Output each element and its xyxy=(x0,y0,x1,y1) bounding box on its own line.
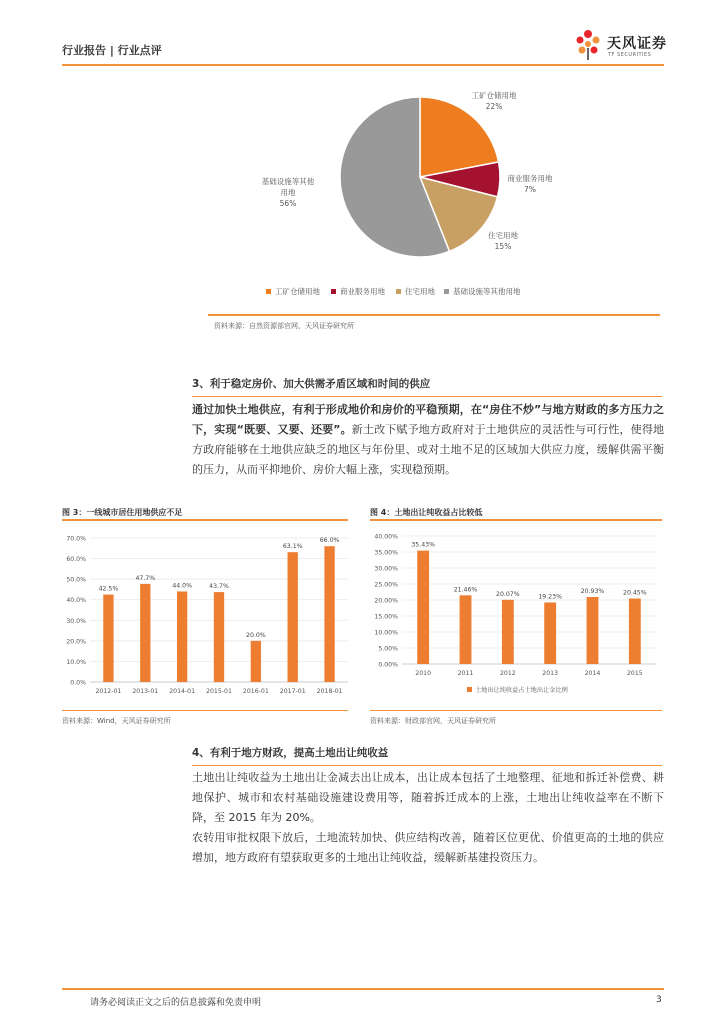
pie-callout-2-0: 住宅用地 xyxy=(488,231,518,240)
fig3-xtick-6: 2018-01 xyxy=(316,688,343,695)
fig4-legend-label: 土地出让纯收益占土地出让金比例 xyxy=(475,687,568,694)
pie-divider xyxy=(208,314,660,316)
land-use-pie-chart xyxy=(208,72,660,304)
fig3-data-label-2: 44.0% xyxy=(172,582,192,590)
fig3-bar-3 xyxy=(214,592,224,682)
pie-callout-3-1: 用地 xyxy=(280,188,296,197)
fig4-ytick-4: 20.00% xyxy=(374,597,398,605)
section3-bold-lead: 通过加快土地供应，有利于形成地价和房价的平稳预期，在“房住不炒”与地方财政的多方压力之下，实现“既要、又要、还要”。 xyxy=(192,403,664,436)
report-category: 行业报告 | 行业点评 xyxy=(62,44,162,57)
pie-callout-3-2: 56% xyxy=(279,199,297,208)
fig4-ytick-2: 10.00% xyxy=(374,629,398,637)
section3-divider xyxy=(192,396,662,397)
figure4-divider xyxy=(370,519,662,521)
logo-name: 天风证券 xyxy=(607,36,667,52)
pie-legend-swatch-0 xyxy=(266,289,271,294)
fig4-data-label-4: 20.93% xyxy=(580,588,605,596)
fig3-bar-1 xyxy=(140,584,150,682)
footer-disclaimer: 请务必阅读正文之后的信息披露和免责申明 xyxy=(90,998,262,1008)
fig4-xtick-3: 2013 xyxy=(542,670,559,677)
fig4-ytick-1: 5.00% xyxy=(378,645,398,653)
section3-paragraph xyxy=(192,400,664,480)
fig3-xtick-2: 2014-01 xyxy=(169,688,196,695)
fig3-xtick-5: 2017-01 xyxy=(279,688,306,695)
figure3-source: 资料来源：Wind，天风证券研究所 xyxy=(62,717,171,725)
figure3-divider xyxy=(62,519,348,521)
section4-divider xyxy=(192,765,662,766)
fig4-ytick-5: 25.00% xyxy=(374,581,398,589)
fig3-data-label-1: 47.7% xyxy=(135,574,156,582)
figure4-source: 资料来源：财政部官网，天风证券研究所 xyxy=(370,717,496,725)
pie-callout-0-0: 工矿仓储用地 xyxy=(471,91,517,100)
fig3-ytick-1: 10.0% xyxy=(66,658,86,666)
logo-icon xyxy=(568,24,608,64)
fig3-bar-5 xyxy=(288,552,298,682)
pie-callout-1-1: 7% xyxy=(524,185,536,194)
fig3-ytick-2: 20.0% xyxy=(66,638,86,646)
pie-legend-swatch-1 xyxy=(331,289,336,294)
pie-callout-2-1: 15% xyxy=(494,242,512,251)
fig4-data-label-5: 20.45% xyxy=(623,589,647,597)
logo-subtitle: TF SECURITIES xyxy=(608,52,652,58)
fig3-xtick-3: 2015-01 xyxy=(206,688,232,695)
fig4-bar-1 xyxy=(460,595,472,664)
figure3-title: 图 3：一线城市居住用地供应不足 xyxy=(62,508,183,517)
section4-paragraph1: 土地出让纯收益为土地出让金减去出让成本，出让成本包括了土地整理、征地和拆迁补偿费、耕地保护、城市和农村基础设施建设费用等，随着拆迁成本的上涨，土地出让纯收益率在不断下降，至 2015 年为 20%。 xyxy=(192,771,664,824)
figure3-bar-chart xyxy=(62,524,352,706)
pie-legend-label-2: 住宅用地 xyxy=(405,287,435,296)
figure4-bar-chart xyxy=(370,524,664,706)
fig4-bar-5 xyxy=(629,599,641,664)
fig4-xtick-0: 2010 xyxy=(415,670,432,677)
fig4-ytick-7: 35.00% xyxy=(374,549,398,557)
fig3-bar-4 xyxy=(251,641,261,682)
fig4-data-label-2: 20.07% xyxy=(496,590,520,598)
fig3-ytick-3: 30.0% xyxy=(66,617,86,625)
figure4-title: 图 4：土地出让纯收益占比较低 xyxy=(370,508,483,517)
figure3-bottom-divider xyxy=(62,710,348,711)
fig4-bar-3 xyxy=(544,602,556,664)
fig3-bar-2 xyxy=(177,591,187,682)
pie-callout-0-1: 22% xyxy=(485,102,503,111)
header-divider xyxy=(62,64,664,66)
pie-legend-label-1: 商业服务用地 xyxy=(340,287,385,296)
fig4-xtick-1: 2011 xyxy=(457,670,474,677)
fig4-xtick-4: 2014 xyxy=(584,670,601,677)
page-number: 3 xyxy=(656,995,662,1005)
section4-paragraph2: 农转用审批权限下放后，土地流转加快、供应结构改善，随着区位更优、价值更高的土地的供应增加，地方政府有望获取更多的土地出让纯收益，缓解新基建投资压力。 xyxy=(192,831,664,864)
fig4-ytick-8: 40.00% xyxy=(374,533,398,541)
fig4-data-label-3: 19.23% xyxy=(538,593,562,601)
pie-legend-swatch-2 xyxy=(396,289,401,294)
fig3-bar-0 xyxy=(103,595,113,682)
fig4-data-label-0: 35.43% xyxy=(411,541,435,549)
footer-divider xyxy=(62,988,664,990)
fig3-data-label-5: 63.1% xyxy=(282,543,303,551)
fig3-bar-6 xyxy=(324,546,334,682)
pie-source: 资料来源：自然资源部官网，天风证券研究所 xyxy=(214,322,354,330)
fig3-data-label-4: 20.0% xyxy=(246,631,266,639)
fig3-ytick-5: 50.0% xyxy=(66,576,86,584)
pie-callout-1-0: 商业服务用地 xyxy=(507,174,553,183)
fig3-data-label-0: 42.5% xyxy=(98,585,119,593)
figure4-bottom-divider xyxy=(370,710,662,711)
fig4-bar-4 xyxy=(587,597,599,664)
fig3-ytick-6: 60.0% xyxy=(66,556,86,564)
fig4-ytick-3: 15.00% xyxy=(374,613,398,621)
fig3-xtick-4: 2016-01 xyxy=(242,688,269,695)
fig4-data-label-1: 21.46% xyxy=(453,586,478,594)
fig3-ytick-4: 40.0% xyxy=(66,597,86,605)
fig4-bar-0 xyxy=(417,551,429,664)
fig3-data-label-6: 66.0% xyxy=(319,537,340,545)
section3-title: 3、利于稳定房价、加大供需矛盾区域和时间的供应 xyxy=(192,378,431,390)
fig3-ytick-0: 0.0% xyxy=(70,679,86,687)
pie-legend-label-0: 工矿仓储用地 xyxy=(275,287,320,296)
fig4-ytick-6: 30.00% xyxy=(374,565,398,573)
pie-legend-label-3: 基础设施等其他用地 xyxy=(453,287,521,296)
fig4-xtick-2: 2012 xyxy=(499,670,516,677)
pie-callout-3-0: 基础设施等其他 xyxy=(261,177,315,186)
section4-title: 4、有利于地方财政，提高土地出让纯收益 xyxy=(192,747,389,759)
fig4-xtick-5: 2015 xyxy=(626,670,643,677)
fig3-xtick-1: 2013-01 xyxy=(132,688,159,695)
fig3-ytick-7: 70.0% xyxy=(66,535,86,543)
fig3-xtick-0: 2012-01 xyxy=(95,688,122,695)
pie-legend-swatch-3 xyxy=(444,289,449,294)
section3-body: 新土改下赋予地方政府对于土地供应的灵活性与可行性，使得地方政府能够在土地供应缺乏的地区与年份里、或对土地不足的区域加大供应力度，缓解供需平衡的压力，从而平抑地价、房价大幅上涨，实现稳预期。 xyxy=(192,423,664,476)
fig4-ytick-0: 0.00% xyxy=(378,661,398,669)
fig4-legend-swatch xyxy=(467,687,472,692)
fig4-bar-2 xyxy=(502,600,514,664)
fig3-data-label-3: 43.7% xyxy=(209,583,229,591)
